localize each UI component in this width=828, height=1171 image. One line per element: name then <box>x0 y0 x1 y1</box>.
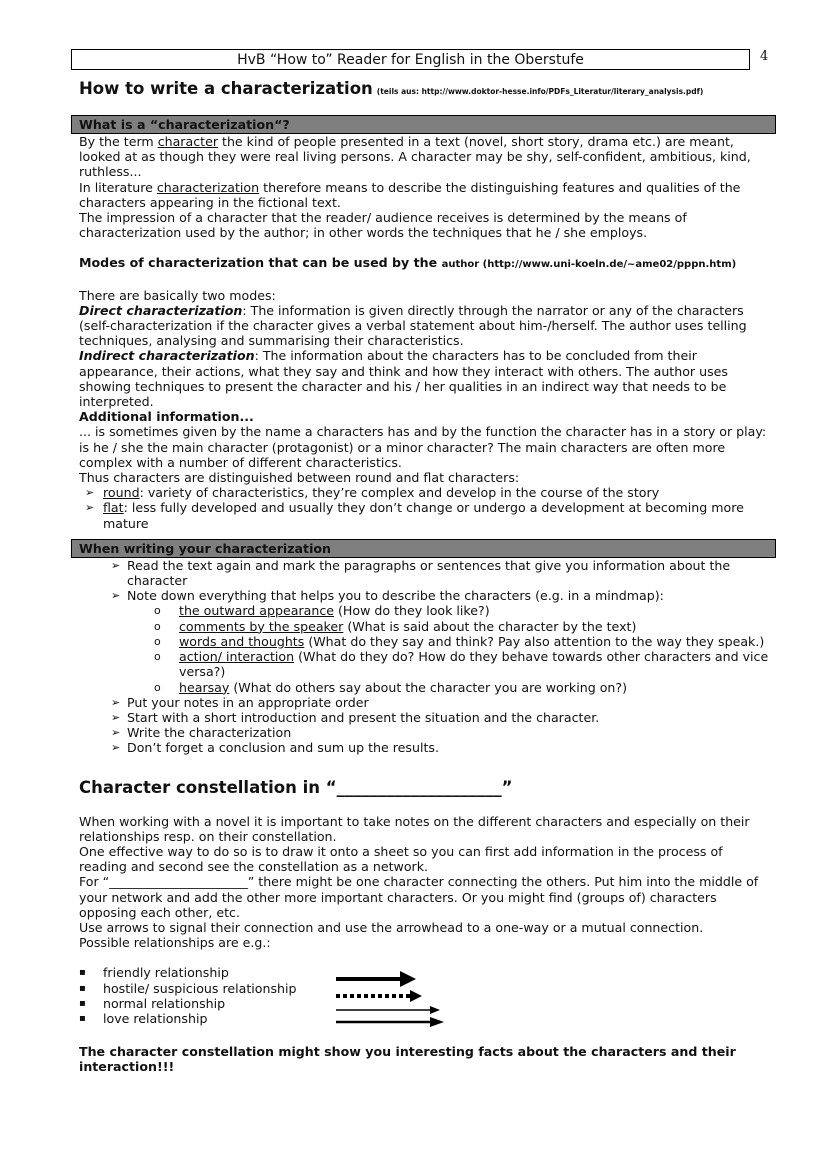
notes-sublist <box>79 603 774 694</box>
additional-info-label: Additional information... <box>79 409 254 425</box>
love-arrow-icon <box>336 1017 444 1027</box>
list-item: ▪ love relationship <box>79 1011 774 1026</box>
constellation-paragraph: For “______________________” there might be one character connecting the others. Put him into the middle of your network and add the other more important characters. Or you might find (groups of) characters opposing each other, etc. <box>79 874 759 920</box>
running-header <box>71 49 750 70</box>
modes-heading: Modes of characterization that can be used by the author (http://www.uni-koeln.de/~ame02/pppn.htm) <box>79 255 737 271</box>
constellation-paragraph: One effective way to do so is to draw it onto a sheet so you can first add information in the process of reading and second see the constellation as a network. <box>79 843 723 875</box>
list-item: o hearsay (What do others say about the character you are working on?) <box>79 680 774 695</box>
list-item: ▪ hostile/ suspicious relationship <box>79 981 774 996</box>
page-content <box>79 78 774 1075</box>
list-item: ➢ Start with a short introduction and present the situation and the character. <box>79 710 774 725</box>
list-item: ➢ Don’t forget a conclusion and sum up the results. <box>79 740 774 755</box>
list-item: ➢ Read the text again and mark the paragraphs or sentences that give you information about the character <box>79 558 774 588</box>
header-title: HvB “How to” Reader for English in the Oberstufe <box>237 52 584 68</box>
round-flat-intro: Thus characters are distinguished between round and flat characters: <box>79 470 520 486</box>
round-flat-list <box>79 485 774 531</box>
relationship-arrows <box>334 969 449 1031</box>
list-item: ➢ round: variety of characteristics, they’re complex and develop in the course of the story <box>79 485 774 500</box>
list-item: o comments by the speaker (What is said about the character by the text) <box>79 619 774 634</box>
hostile-arrow-icon <box>336 990 422 1002</box>
list-item: ➢ Write the characterization <box>79 725 774 740</box>
list-item: o the outward appearance (How do they look like?) <box>79 603 774 618</box>
additional-info-text: ... is sometimes given by the name a characters has and by the function the character has in a story or play: is he / she the main character (protagonist) or a minor character? The main characters are often more complex with a number of different characteristics. <box>79 424 767 470</box>
writing-steps-list-cont <box>79 695 774 756</box>
page-title: How to write a characterization (teils aus: http://www.doktor-hesse.info/PDFs_Literatur/literary_analysis.pdf) <box>79 79 704 98</box>
modes-intro: There are basically two modes: <box>79 287 276 303</box>
constellation-paragraph: Use arrows to signal their connection and use the arrowhead to a one-way or a mutual connection. <box>79 919 704 935</box>
direct-characterization: Direct characterization: The information is given directly through the narrator or any of the characters (self-characterization if the character gives a verbal statement about him-/herself. The author uses telling techniques, analysing and summarising their characteristics. <box>79 302 747 349</box>
section-heading-what-is: What is a “characterization“? <box>71 115 776 134</box>
writing-steps-list <box>79 558 774 604</box>
constellation-conclusion: The character constellation might show you interesting facts about the characters and their interaction!!! <box>79 1044 736 1075</box>
friendly-arrow-icon <box>336 971 416 987</box>
paragraph-characterization: In literature characterization therefore means to describe the distinguishing features and qualities of the characters appearing in the fictional text. <box>79 179 741 210</box>
section-heading-when-writing: When writing your characterization <box>71 539 776 558</box>
paragraph-impression: The impression of a character that the reader/ audience receives is determined by the means of characterization used by the author; in other words the techniques that he / she employs. <box>79 210 687 241</box>
list-item: o words and thoughts (What do they say and think? Pay also attention to the way they speak.) <box>79 634 774 649</box>
list-item: ➢ Note down everything that helps you to describe the characters (e.g. in a mindmap): <box>79 588 774 603</box>
paragraph-character: By the term character the kind of people presented in a text (novel, short story, drama etc.) are meant, looked at as though they were real living persons. A character may be shy, self-confident, ambitious, kind, ruthless... <box>79 134 751 180</box>
list-item: ▪ normal relationship <box>79 996 774 1011</box>
list-item: ▪ friendly relationship <box>79 965 774 980</box>
list-item: ➢ Put your notes in an appropriate order <box>79 695 774 710</box>
page-number: 4 <box>760 49 769 64</box>
normal-arrow-icon <box>336 1006 440 1014</box>
title-source: (teils aus: http://www.doktor-hesse.info/PDFs_Literatur/literary_analysis.pdf) <box>376 87 704 96</box>
constellation-heading: Character constellation in “____________________” <box>79 777 513 797</box>
list-item: o action/ interaction (What do they do? How do they behave towards other characters and vice versa?) <box>79 649 774 679</box>
indirect-characterization: Indirect characterization: The information about the characters has to be concluded from their appearance, their actions, what they say and think and how they interact with others. The author uses showing techniques to present the character and his / her qualities in an indirect way that needs to be interpreted. <box>79 348 728 410</box>
list-item: ➢ flat: less fully developed and usually they don’t change or undergo a development at becoming more mature <box>79 500 774 530</box>
constellation-paragraph: When working with a novel it is important to take notes on the different characters and especially on their relationships resp. on their constellation. <box>79 813 750 844</box>
constellation-paragraph: Possible relationships are e.g.: <box>79 935 271 951</box>
